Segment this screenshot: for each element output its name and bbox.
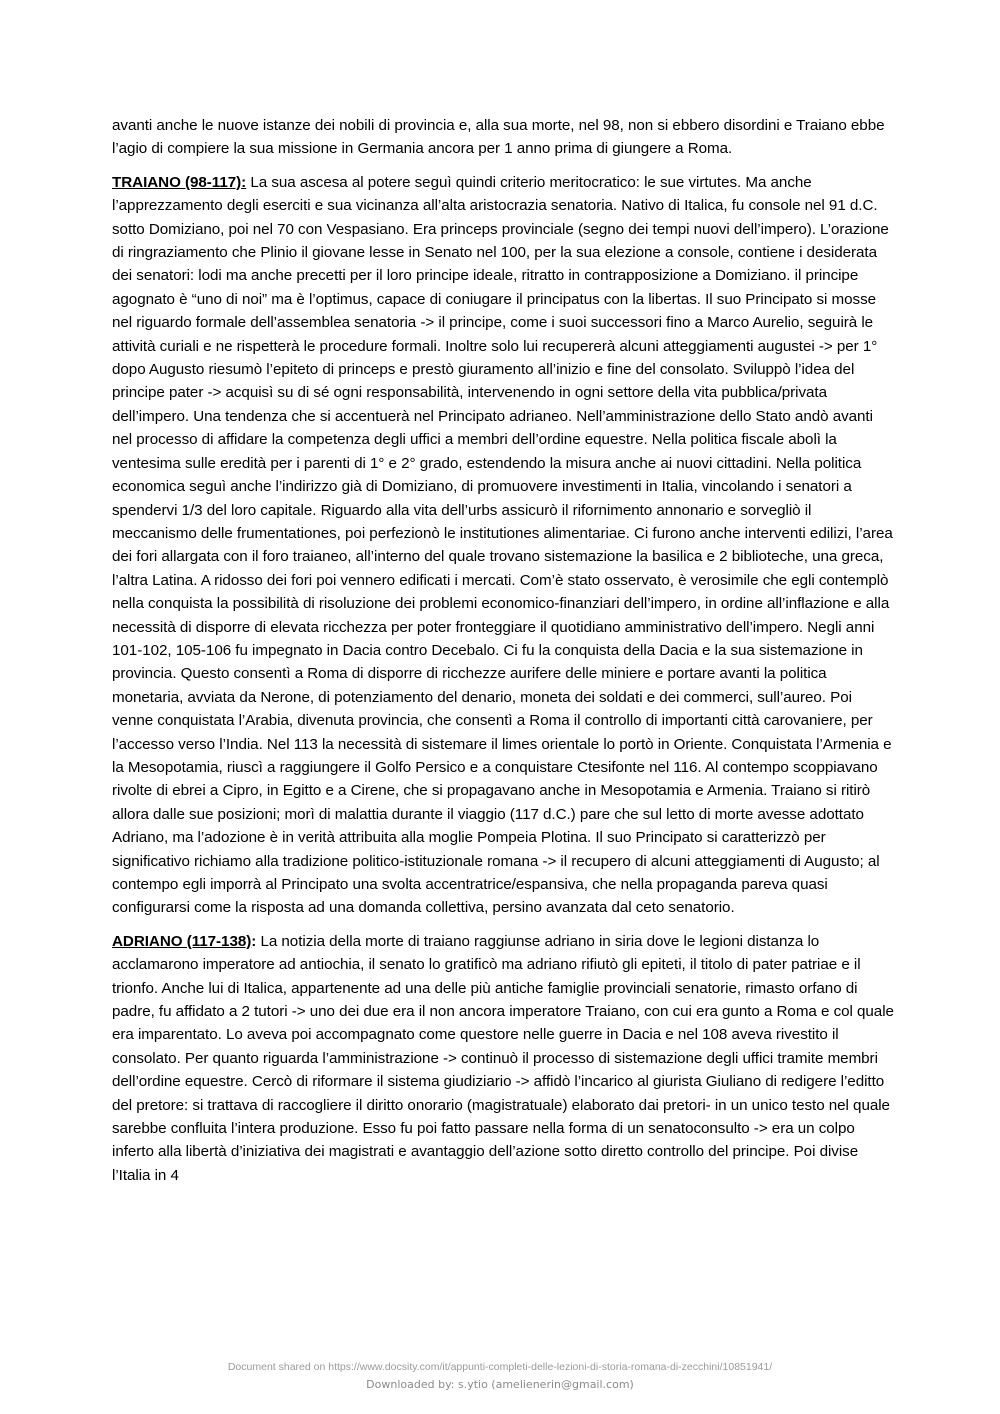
footer-shared-link[interactable]: Document shared on https://www.docsity.com/it/appunti-completi-delle-lezioni-di-storia-romana-di-zecchini/10851941/ bbox=[227, 1361, 773, 1373]
paragraph-text: La notizia della morte di traiano raggiunse adriano in siria dove le legioni distanza lo acclamarono imperatore ad antiochia, il senato lo gratificò ma adriano rifiutò gli epiteti, il titolo di pater patriae e il trionfo. Anche lui di Italica, appartenente ad una delle più antiche famiglie provinciali senatorie, rimasto orfano di padre, fu affidato a 2 tutori -> uno dei due era il non ancora imperatore Traiano, con cui era gunto a Roma e col quale era imparentato. Lo aveva poi accompagnato come questore nelle guerre in Dacia e nel 108 aveva rivestito il consolato. Per quanto riguarda l’amministrazione -> continuò il processo di sistemazione degli uffici tramite membri dell’ordine equestre. Cercò di riformare il sistema giudiziario -> affidò l’incarico al giurista Giuliano di redigere l’editto del pretore: si trattava di raccogliere il diritto onorario (magistratuale) elaborato dai pretori- in un unico testo nel quale sarebbe confluita l’intera produzione. Esso fu poi fatto passare nella forma di un senatoconsulto -> era un colpo inferto alla libertà d’iniziativa dei magistrati e avantaggio dell’azione sotto diretto controllo del principe. Poi divise l’Italia in 4 bbox=[112, 932, 894, 1184]
paragraph-traiano bbox=[112, 171, 894, 920]
section-heading-adriano: ADRIANO (117-138) bbox=[112, 932, 252, 950]
section-heading-traiano: TRAIANO (98-117): bbox=[112, 173, 247, 191]
paragraph-text: avanti anche le nuove istanze dei nobili di provincia e, alla sua morte, nel 98, non si ebbero disordini e Traiano ebbe l’agio di compiere la sua missione in Germania ancora per 1 anno prima di giungere a Roma. bbox=[112, 117, 885, 158]
footer-downloaded-by: Downloaded by: s.ytio (amelienerin@gmail.com) bbox=[366, 1378, 634, 1391]
heading-colon: : bbox=[251, 932, 257, 950]
paragraph-text: La sua ascesa al potere seguì quindi criterio meritocratico: le sue virtutes. Ma anche l’apprezzamento degli eserciti e sua vicinanza all’alta aristocrazia senatoria. Nativo di Italica, fu console nel 91 d.C. sotto Domiziano, poi nel 70 con Vespasiano. Era princeps provinciale (segno dei tempi nuovi dell’impero). L’orazione di ringraziamento che Plinio il giovane lesse in Senato nel 100, per la sua elezione a console, contiene i desiderata dei senatori: lodi ma anche precetti per il loro principe ideale, ritratto in contrapposizione a Domiziano. il principe agognato è “uno di noi” ma è l’optimus, capace di coniugare il principatus con la libertas. Il suo Principato si mosse nel riguardo formale dell’assemblea senatoria -> il principe, come i suoi successori fino a Marco Aurelio, seguirà le attività curiali e ne rispetterà le procedure formali. Inoltre solo lui recupererà alcuni atteggiamenti augustei -> per 1° dopo Augusto riesumò l’epiteto di princeps e prestò giuramento all’inizio e fine del consolato. Sviluppò l’idea del principe pater -> acquisì su di sé ogni responsabilità, intervenendo in ogni settore della vita pubblica/privata dell’impero. Una tendenza che si accentuerà nel Principato adrianeo. Nell’amministrazione dello Stato andò avanti nel processo di affidare la competenza degli uffici a membri dell’ordine equestre. Nella politica fiscale abolì la ventesima sulle eredità per i parenti di 1° e 2° grado, estendendo la misura anche ai nuovi cittadini. Nella politica economica seguì anche l’indirizzo già di Domiziano, di promuovere investimenti in Italia, vincolando i senatori a spendervi 1/3 del loro capitale. Riguardo alla vita dell’urbs assicurò il rifornimento annonario e sorvegliò il meccanismo delle frumentationes, poi perfezionò le institutiones alimentariae. Ci furono anche interventi edilizi, l’area dei fori allargata con il foro traianeo, all’interno del quale trovano sistemazione la basilica e 2 biblioteche, una greca, l’altra Latina. A ridosso dei fori poi vennero edificati i mercati. Com’è stato osservato, è verosimile che egli contemplò nella conquista la possibilità di risoluzione dei problemi economico-finanziari dell’impero, in ordine all’inflazione e alla necessità di disporre di elevata ricchezza per poter fronteggiare il quotidiano amministrativo dell’impero. Negli anni 101-102, 105-106 fu impegnato in Dacia contro Decebalo. Ci fu la conquista della Dacia e la sua sistemazione in provincia. Questo consentì a Roma di disporre di ricchezze aurifere delle miniere e portare avanti la politica monetaria, avviata da Nerone, di potenziamento del denario, moneta dei soldati e dei commerci, sull’aureo. Poi venne conquistata l’Arabia, divenuta provincia, che consentì a Roma il controllo di importanti città carovaniere, per l’accesso verso l’India. Nel 113 la necessità di sistemare il limes orientale lo portò in Oriente. Conquistata l’Armenia e la Mesopotamia, riuscì a raggiungere il Golfo Persico e a conquistare Ctesifonte nel 116. Al contempo scoppiavano rivolte di ebrei a Cipro, in Egitto e a Cirene, che si propagavano anche in Mesopotamia e Armenia. Traiano si ritirò allora dalle sue posizioni; morì di malattia durante il viaggio (117 d.C.) pare che sul letto di morte avesse adottato Adriano, ma l’adozione è in verità attribuita alla moglie Pompeia Plotina. Il suo Principato si caratterizzò per significativo richiamo alla tradizione politico-istituzionale romana -> il recupero di alcuni atteggiamenti di Augusto; al contempo egli imporrà al Principato una svolta accentratrice/espansiva, che nella propaganda pareva quasi configurarsi come la risposta ad una domanda collettiva, persino avanzata dal ceto senatorio. bbox=[112, 173, 893, 917]
paragraph-intro bbox=[112, 114, 894, 161]
paragraph-adriano bbox=[112, 930, 894, 1187]
document-body bbox=[112, 114, 894, 1197]
